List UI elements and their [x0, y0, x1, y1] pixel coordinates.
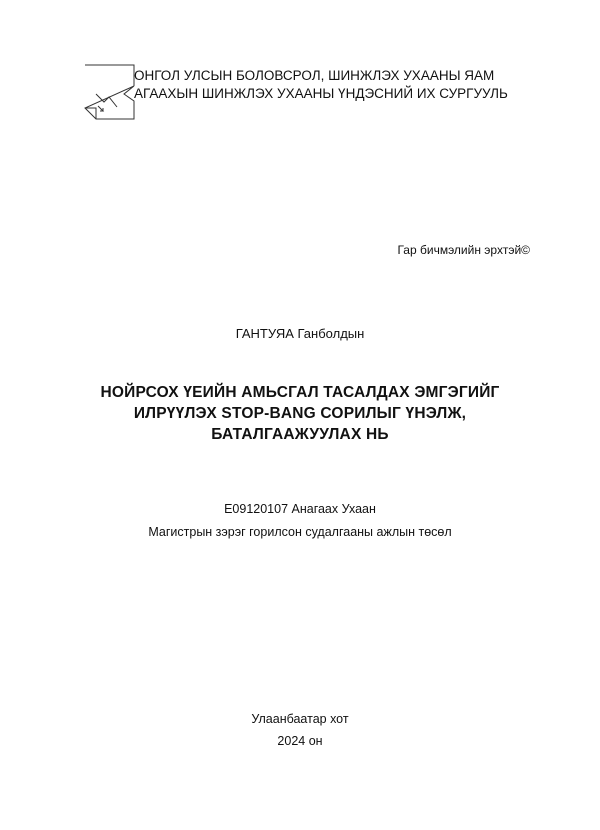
ministry-name: ОНГОЛ УЛСЫН БОЛОВСРОЛ, ШИНЖЛЭХ УХААНЫ ЯАМ: [134, 68, 495, 83]
thesis-title-line: БАТАЛГААЖУУЛАХ НЬ: [211, 426, 389, 443]
program-code: E09120107 Анагаах Ухаан: [224, 502, 376, 516]
broken-image-icon: [84, 64, 136, 120]
city: Улаанбаатар хот: [251, 712, 349, 726]
thesis-title-line: НОЙРСОХ ҮЕИЙН АМЬСГАЛ ТАСАЛДАХ ЭМГЭГИЙГ: [100, 384, 500, 401]
work-type: Магистрын зэрэг горилсон судалгааны ажлын төсөл: [148, 525, 452, 539]
thesis-title-line: ИЛРҮҮЛЭХ STOP-BANG СОРИЛЫГ ҮНЭЛЖ,: [133, 405, 467, 422]
thesis-title: [0, 382, 600, 445]
author-name: ГАНТУЯА Ганболдын: [235, 326, 365, 341]
year: 2024 он: [277, 734, 323, 748]
university-name: АГААХЫН ШИНЖЛЭХ УХААНЫ ҮНДЭСНИЙ ИХ СУРГУУЛЬ: [134, 86, 508, 101]
copyright-note: Гар бичмэлийн эрхтэй©: [397, 243, 530, 257]
